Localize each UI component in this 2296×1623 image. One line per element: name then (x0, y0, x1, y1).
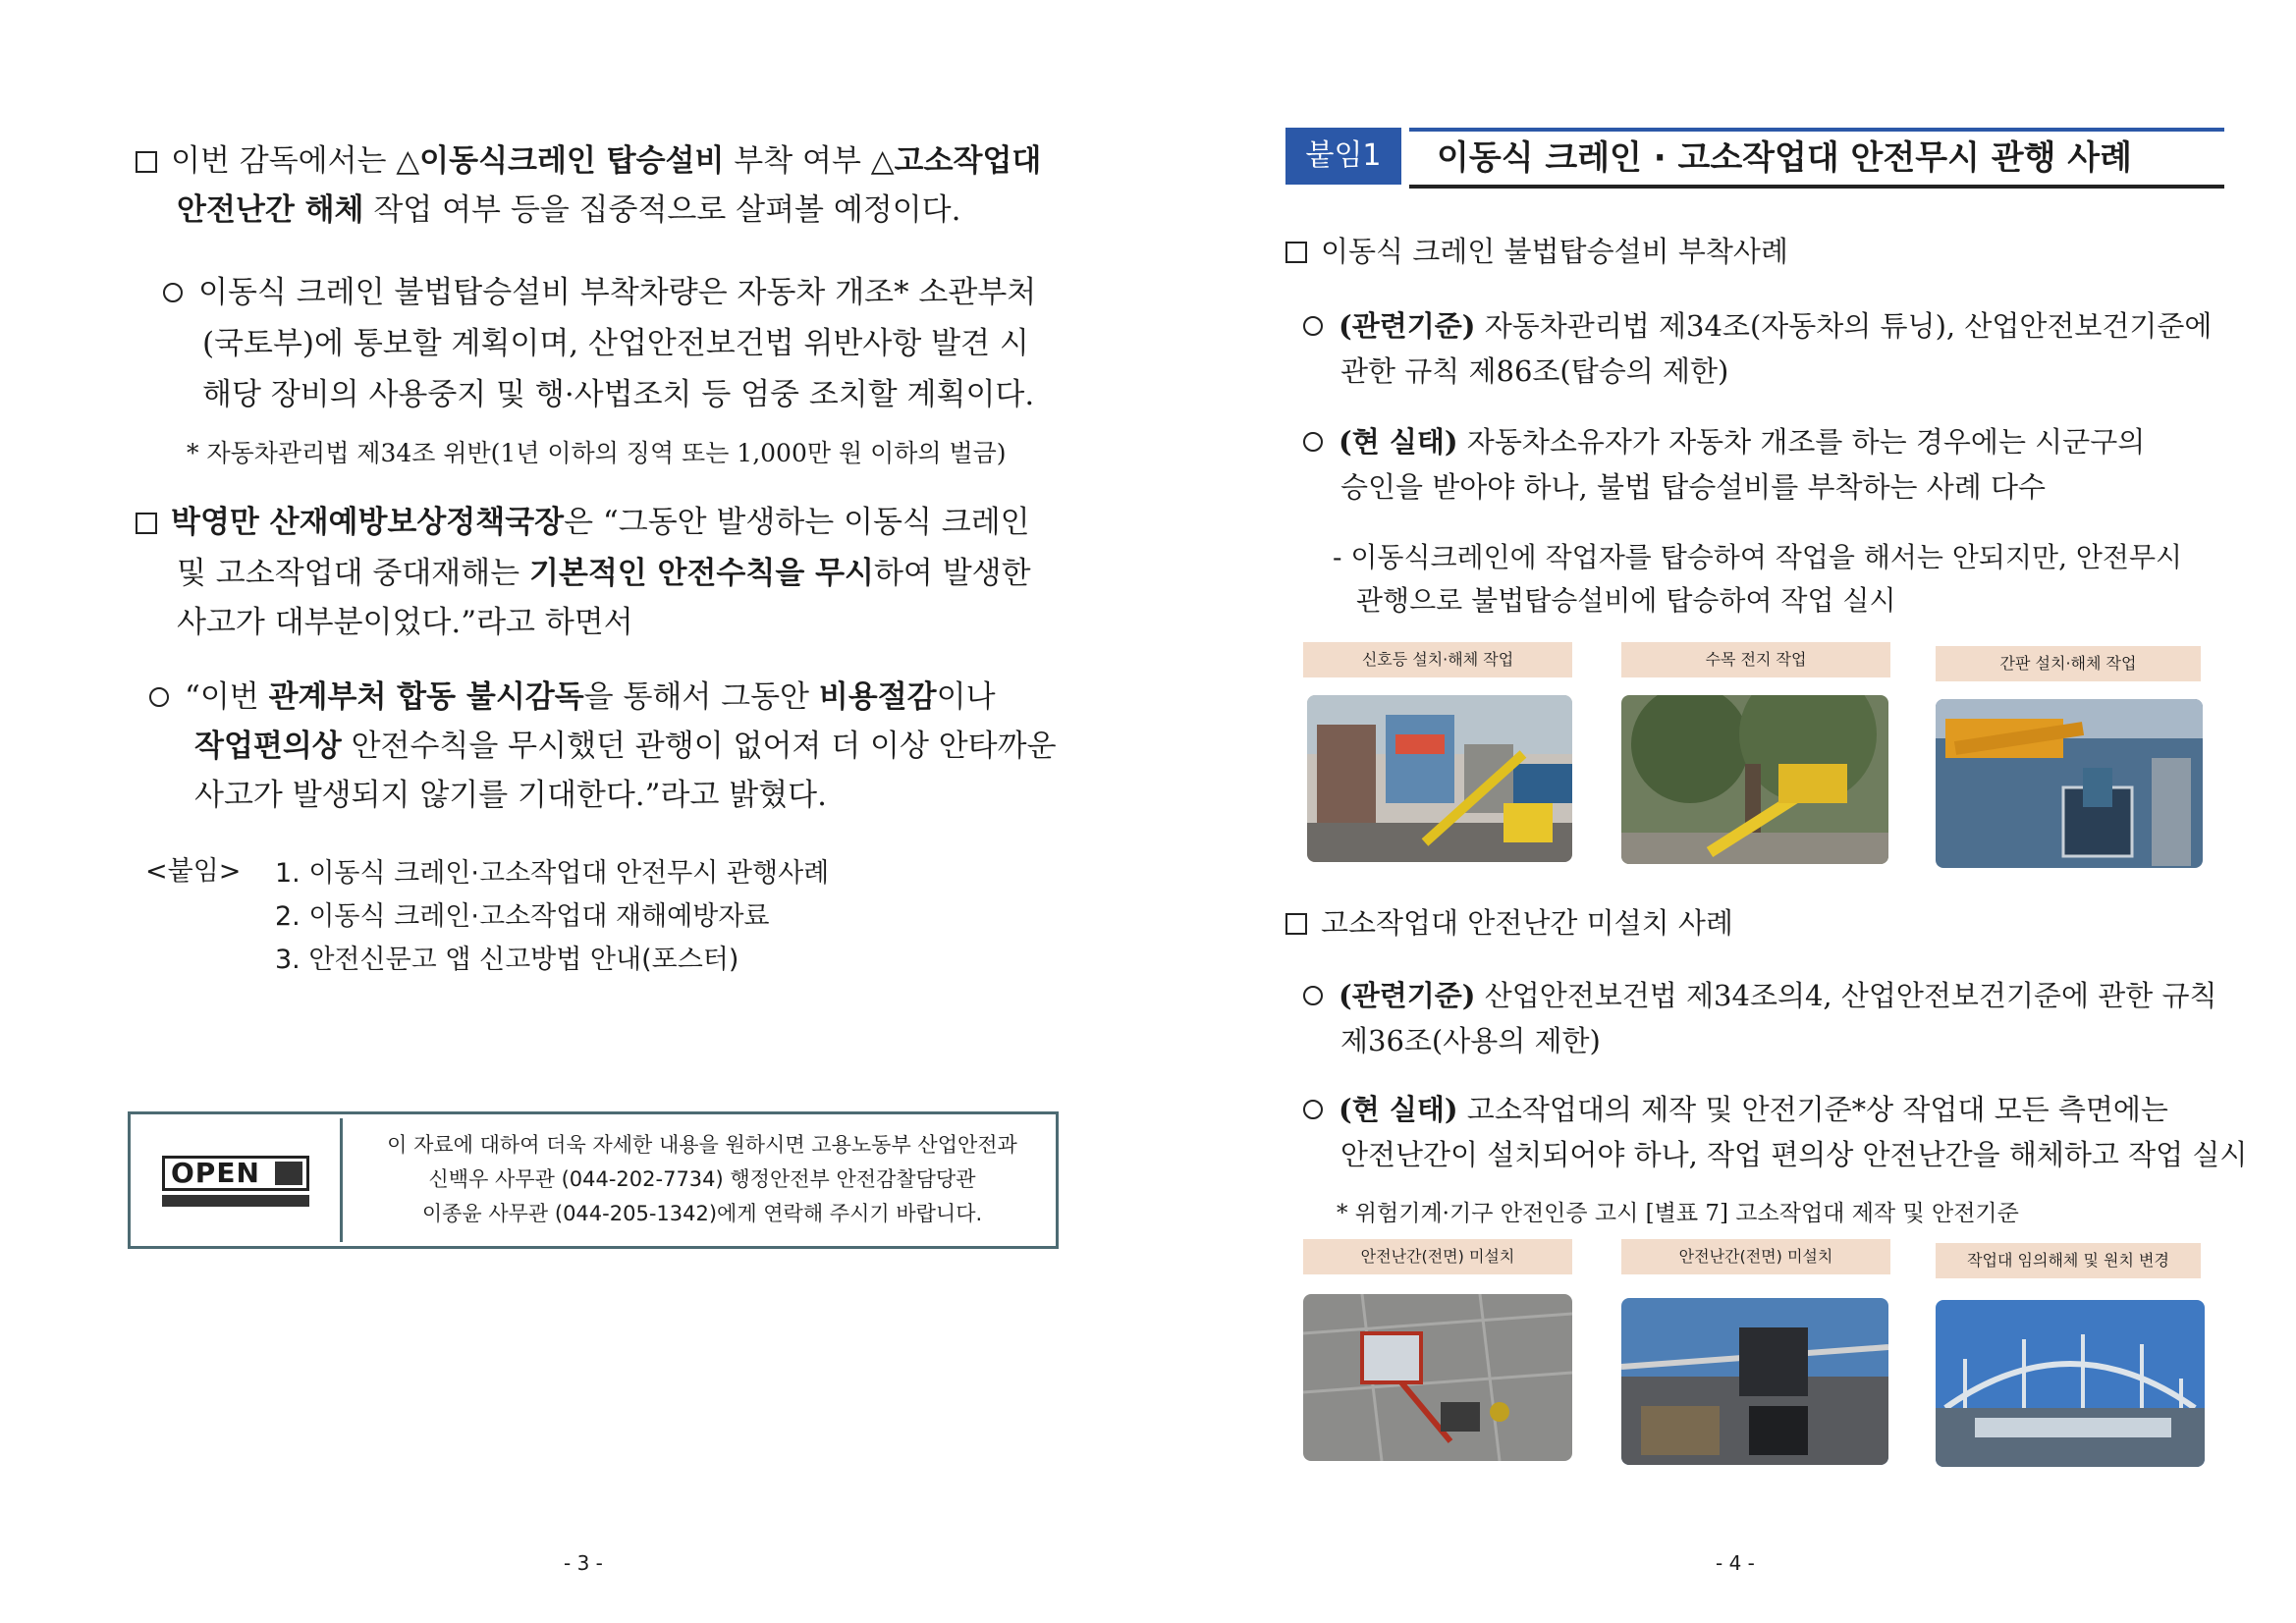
section1-heading: 이동식 크레인 불법탑승설비 부착사례 (1285, 232, 1788, 271)
para2-line3: 사고가 대부분이었다.”라고 하면서 (177, 605, 633, 640)
para1-line2: 안전난간 해체 작업 여부 등을 집중적으로 살펴볼 예정이다. (177, 192, 961, 228)
right-page (1148, 0, 2296, 1623)
sub1-line2: (국토부)에 통보할 계획이며, 산업안전보건법 위반사항 발견 시 (202, 326, 1029, 361)
s2-basis-line1: (관련기준) 산업안전보건법 제34조의4, 산업안전보건기준에 관한 규칙 (1303, 976, 2217, 1015)
sub2-line3: 사고가 발생되지 않기를 기대한다.”라고 밝혔다. (194, 778, 827, 813)
photo-caption: 수목 전지 작업 (1621, 642, 1890, 677)
s1-basis-line1: (관련기준) 자동차관리법 제34조(자동차의 튜닝), 산업안전보건기준에 (1303, 306, 2212, 346)
checkbox-bullet-icon (136, 151, 157, 173)
para2-line2: 및 고소작업대 중대재해는 기본적인 안전수칙을 무시하여 발생한 (177, 556, 1031, 591)
photo-caption: 안전난간(전면) 미설치 (1303, 1239, 1572, 1274)
attachment-item: 1. 이동식 크레인·고소작업대 안전무시 관행사례 (275, 858, 830, 889)
circle-bullet-icon (1303, 432, 1323, 452)
contact-text: 이 자료에 대하여 더욱 자세한 내용을 원하시면 고용노동부 산업안전과 신백우 사무관 (044-202-7734) 행정안전부 안전감찰담당관 이종윤 사무관 (044-205-1342)에게 연락해 주시기 바랍니다. (387, 1133, 1017, 1225)
attachment-item: 3. 안전신문고 앱 신고방법 안내(포스터) (275, 945, 739, 975)
s1-dash-line2: 관행으로 불법탑승설비에 탑승하여 작업 실시 (1356, 584, 1896, 617)
checkbox-bullet-icon (1285, 242, 1307, 263)
s1-status-line2: 승인을 받아야 하나, 불법 탑승설비를 부착하는 사례 다수 (1340, 470, 2047, 504)
person-icon (275, 1162, 302, 1185)
page-title: 이동식 크레인 · 고소작업대 안전무시 관행 사례 (1409, 128, 2224, 189)
s2-footnote: * 위험기계·기구 안전인증 고시 [별표 7] 고소작업대 제작 및 안전기준 (1337, 1201, 2019, 1226)
missing-guardrail-photo-2 (1621, 1298, 1888, 1465)
attachment-item: 2. 이동식 크레인·고소작업대 재해예방자료 (275, 901, 770, 932)
s1-dash-line1: - 이동식크레인에 작업자를 탑승하여 작업을 해서는 안되지만, 안전무시 (1333, 541, 2183, 573)
circle-bullet-icon (163, 283, 183, 302)
circle-bullet-icon (1303, 1100, 1323, 1119)
page-number: - 4 - (1716, 1551, 1755, 1575)
photo-caption: 안전난간(전면) 미설치 (1621, 1239, 1890, 1274)
missing-guardrail-photo-1 (1303, 1294, 1572, 1461)
photo-caption: 작업대 임의해체 및 원치 변경 (1936, 1243, 2201, 1278)
checkbox-bullet-icon (136, 513, 157, 534)
attachments-label: <붙임> (145, 856, 242, 887)
para2-line1: 박영만 산재예방보상정책국장은 “그동안 발생하는 이동식 크레인 (136, 503, 1030, 542)
attachment-tag: 붙임1 (1285, 128, 1401, 185)
platform-modified-photo (1936, 1300, 2205, 1467)
s2-status-line2: 안전난간이 설치되어야 하나, 작업 편의상 안전난간을 해체하고 작업 실시 (1340, 1138, 2248, 1171)
page-number: - 3 - (564, 1551, 603, 1575)
s1-status-line1: (현 실태) 자동차소유자가 자동차 개조를 하는 경우에는 시군구의 (1303, 422, 2145, 461)
sub2-line1: “이번 관계부처 합동 불시감독을 통해서 그동안 비용절감이나 (149, 677, 996, 717)
circle-bullet-icon (1303, 316, 1323, 336)
open-license-mark: OPEN (162, 1156, 309, 1191)
s2-status-line1: (현 실태) 고소작업대의 제작 및 안전기준*상 작업대 모든 측면에는 (1303, 1090, 2168, 1129)
signboard-work-photo (1936, 699, 2203, 868)
para1-line1: 이번 감독에서는 △이동식크레인 탑승설비 부착 여부 △고소작업대 (136, 141, 1041, 181)
sub2-line2: 작업편의상 안전수칙을 무시했던 관행이 없어져 더 이상 안타까운 (194, 729, 1057, 764)
circle-bullet-icon (1303, 986, 1323, 1005)
sub1-footnote: * 자동차관리법 제34조 위반(1년 이하의 징역 또는 1,000만 원 이하의 벌금) (187, 439, 1007, 467)
photo-caption: 간판 설치·해체 작업 (1936, 646, 2201, 681)
checkbox-bullet-icon (1285, 913, 1307, 935)
circle-bullet-icon (149, 687, 169, 707)
s2-basis-line2: 제36조(사용의 제한) (1340, 1024, 1601, 1057)
sub1-line1: 이동식 크레인 불법탑승설비 부착차량은 자동차 개조* 소관부처 (163, 273, 1036, 312)
open-logo (135, 1118, 343, 1242)
sub1-line3: 해당 장비의 사용중지 및 행·사법조치 등 엄중 조치할 계획이다. (202, 377, 1035, 412)
photo-caption: 신호등 설치·해체 작업 (1303, 642, 1572, 677)
section2-heading: 고소작업대 안전난간 미설치 사례 (1285, 903, 1733, 943)
traffic-light-work-photo (1307, 695, 1572, 862)
license-strip (162, 1195, 309, 1207)
contact-info-box (128, 1111, 1059, 1249)
s1-basis-line2: 관한 규칙 제86조(탑승의 제한) (1340, 354, 1729, 388)
tree-pruning-work-photo (1621, 695, 1888, 864)
